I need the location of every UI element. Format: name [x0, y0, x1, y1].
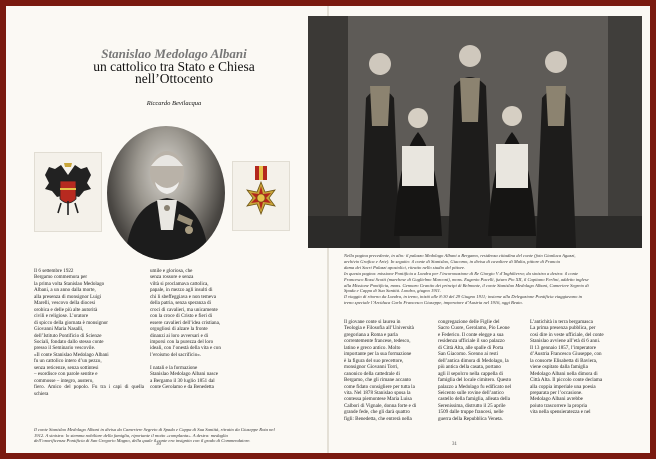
- double-eagle-crest-icon: [43, 161, 93, 223]
- title-line-3: nell’Ottocento: [135, 71, 213, 86]
- article-author: Riccardo Bevilacqua: [146, 100, 202, 107]
- count-portrait-image: [107, 126, 225, 260]
- title-name: Stanislao Medolago Albani: [101, 46, 247, 61]
- right-column-1: Il giovane conte si laurea in Teologia e Filosofia all’Università gregoriana a Roma e parla correntemente francese, tedesco, latino e greco antico. Molto importante per la sua formazione è la figura del suo precettore, monsignor Giovanni Torri, canonico della cattedrale di Bergamo, che gli rimane accanto come fidato consigliere per tutta la vita. Nel 1878 Stanislao sposa la contessa piemontese Maria Luisa Calbori di Vignale, donna forte e di grande fede, che gli darà quattro figli: Benedetta, che entrerà nella: [344, 319, 417, 422]
- title-line-2: un cattolico tra Stato e Chiesa: [93, 58, 255, 74]
- left-column-1: Il 6 settembre 1922 Bergamo commemora per la prima volta Stanislao Medolago Albani, a un anno dalla morte, alla presenza di monsignor Luigi Marelli, vescovo della diocesi orobica e delle più alte autorità civili e religiose. L’oratore di spicco della giornata è monsignor Giovanni Maria Nasalli, dell’Istituto Pontificio di Scienze Sociali, fondato dallo stesso conte presso il Seminario vescovile. «Il conte Stanislao Medolago Albani fu un cattolico intero d’un pezzo, senza reticenze, senza sottintesi – esordisce con parole sentite e commosse – integro, austero, fiero. Amico del popolo. Fu tra i capi di quella schiera: [34, 268, 144, 397]
- right-column-3: L’antichità in terra bergamasca La prima presenza pubblica, per così dire in veste ufficiale, del conte Stanislao avviene all’età di 6 anni. Il 13 gennaio 1857, l’imperatore d’Austria Francesco Giuseppe, con la consorte Elisabetta di Baviera, viene ospitato dalla famiglia Medolago Albani nella dimora di Città Alta. Il piccolo conte declama alla coppia imperiale una poesia preparata per l’occasione. Medolago Albani avrebbe poiuto trascorrere la propria vita nella spensieratezza e nel: [530, 319, 604, 416]
- page-number-left: 30: [156, 442, 161, 447]
- article-title: [34, 48, 314, 86]
- medal-image: [232, 161, 290, 231]
- order-of-st-gregory-medal-icon: [241, 166, 281, 226]
- left-caption: Il conte Stanislao Medolago Albani in divisa da Cameriere Segreto di Spada e Cappa di Sua Santità, ritratto da Giuseppe Rota nel 1912. A sinistra: lo stemma nobiliare della famiglia, riportante il motto «complanta». A destra: medaglia dell’onorificenza Pontificia di San Gregorio Magno, della quale il conte era insignito con il grado di Commendatore.: [34, 427, 275, 444]
- right-caption: Nella pagina precedente, in alto: il palazzo Medolago Albani a Bergamo, residenza cittadina del conte (foto Gianluca Agazzi, archivio Grafica e Arte). In seguito: il conte di Stanislao, Giacomo, in divisa di cavaliere di Malta, pittore di Francia dama dei Sacri Palazzi apostolici, ritratto nello studio del pittore. In questa pagina: missione Pontificia a Londra per l’incoronazione di Re Giorgio V d’Inghilterra; da sinistra a destra: il conte Francesco Rossi Scotti (marchese di Guglielmo Marconi), mons. Eugenio Pacelli, futuro Pio XII, il Capitano Ferlini, addetto inglese alla Missione Pontificia, mons. Gennaro Granito dei principi di Belmonte, il conte Stanislao Medolago Albani, Cameriere Segreto di Spada e Cappa di Sua Santità. Londra, giugno 1911. Il viaggio di ritorno da Londra, in treno, iniziò alle 8:30 del 29 Giugno 1911; insieme alla Delegazione Pontificia viaggiavano in treno speciale l’Arciduca Carlo Francesco Giuseppe, imperatore d’Austria nel 1916, oggi Beato.: [344, 253, 589, 306]
- left-column-2: umile e gloriosa, che senza rossore e senza viltà si proclamava cattolica, papale, in mezzo agli insulti di chi li sbeffeggiava e non temeva della patria, senza speranza di croci di cavalieri, ma unicamente con la croce di Cristo e fieri di essere cavalieri dell’idea cristiana, orgogliosi di alzare la fronte dinanzi ai loro avversari e di imporsi con la purezza del loro ideali, con l’onestà della vita e con l’eroismo del sacrificio». I natali e la formazione Stanislao Medolago Albani nasce a Bergamo il 30 luglio 1851 dal conte Gerolamo e da Benedetta: [150, 268, 221, 391]
- page-number-right: 31: [452, 442, 457, 447]
- right-column-2: congregazione delle Figlie del Sacro Cuore, Gerolamo, Pio Leone e Federico. Il conte elegge a sua residenza ufficiale il suo palazzo di Città Alta, alle spalle di Porta San Giacomo. Scenno ai resti dell’antica dimora di Medolago, la più antica della casata, portano agli il sepolcro nella cappella di famiglia del locale cimitero. Questo palazzo a Medolago fu edificato nel Seicento sulle rovine dell’antico castello della famiglia, alleata della Serenissima, distrutto il 25 aprile 1509 dalle truppe francesi, nelle guerra della Repubblica Veneta.: [438, 319, 512, 422]
- magazine-spread: [6, 6, 650, 453]
- pontifical-mission-group-photo: [308, 16, 642, 248]
- coat-of-arms-image: [34, 152, 102, 232]
